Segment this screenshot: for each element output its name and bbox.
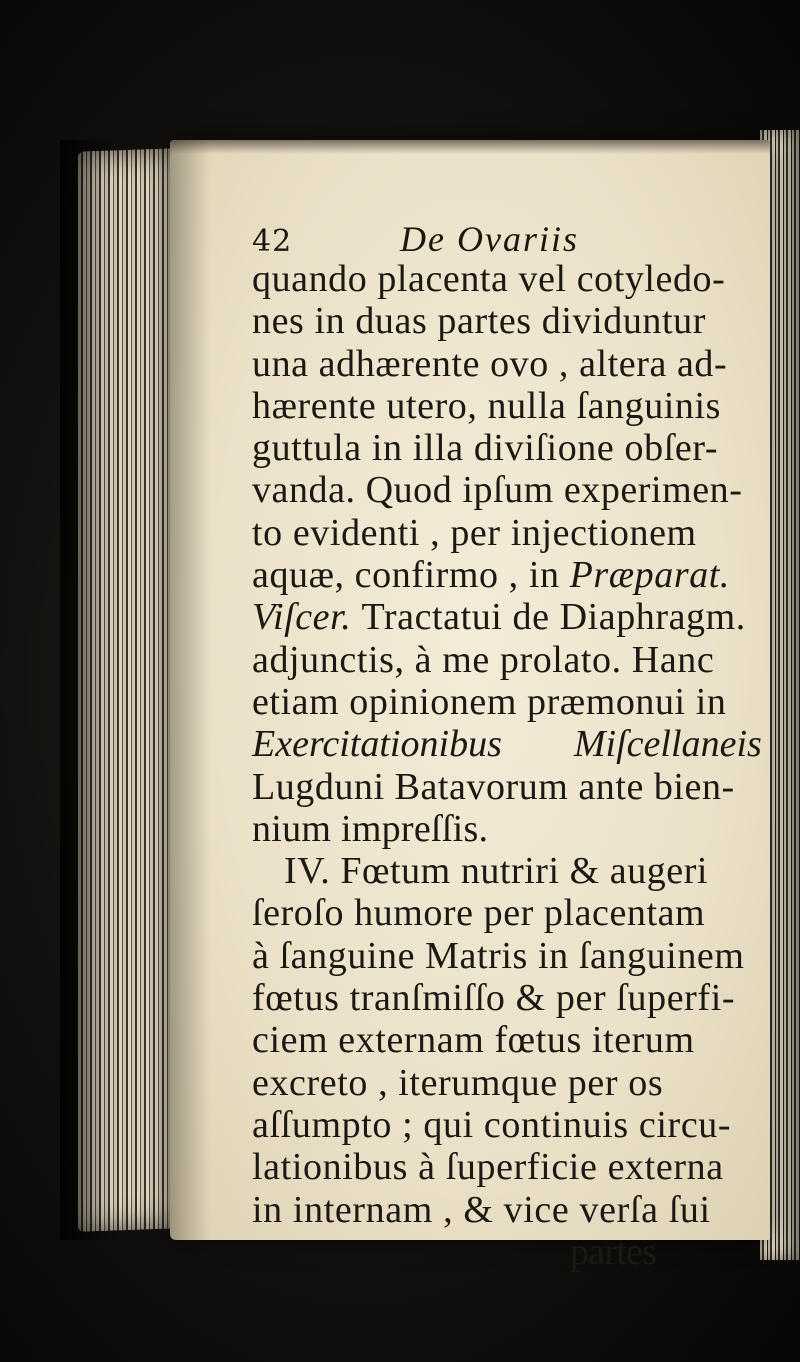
- text-line-4: hærente utero, nulla ſanguinis: [252, 384, 721, 427]
- body-text: [252, 258, 772, 1273]
- text-line-9: [252, 596, 772, 638]
- text-line-13: Lugduni Batavorum ante bien-: [252, 765, 735, 808]
- text-line-8-italic: Præparat.: [569, 554, 730, 597]
- text-line-22: lationibus à ſuperficie externa: [252, 1146, 724, 1189]
- text-line-12: [252, 723, 772, 765]
- text-line-11: etiam opinionem præmonui in: [252, 680, 727, 723]
- text-line-6: vanda. Quod ipſum experimen-: [252, 469, 743, 512]
- text-line-17: à ſanguine Matris in ſanguinem: [252, 934, 745, 977]
- left-page-edges: [78, 148, 178, 1231]
- text-line-8-roman: aquæ, confirmo , in: [252, 554, 570, 597]
- text-line-9-roman: Tractatui de Diaphragm.: [361, 596, 746, 639]
- text-line-9-italic: Viſcer.: [252, 596, 362, 639]
- text-line-1: quando placenta vel cotyledo-: [252, 258, 726, 300]
- text-line-2: nes in duas partes dividuntur: [252, 300, 706, 343]
- running-head: De Ovariis: [400, 219, 579, 259]
- text-line-21: aſſumpto ; qui continuis circu-: [252, 1103, 732, 1146]
- page-number: 42: [252, 224, 293, 259]
- text-line-10: adjunctis, à me prolato. Hanc: [252, 638, 715, 681]
- text-line-18: fœtus tranſmiſſo & per ſuperfi-: [252, 977, 736, 1020]
- text-line-7: to evidenti , per injectionem: [252, 511, 697, 554]
- text-line-14: nium impreſſis.: [252, 807, 489, 850]
- text-line-12-tail: Miſcellaneis: [573, 723, 762, 766]
- catchword: partes: [570, 1230, 657, 1273]
- text-line-16: ſeroſo humore per placentam: [252, 892, 706, 935]
- text-line-15: IV. Fœtum nutriri & augeri: [284, 850, 708, 893]
- text-line-23: in internam , & vice verſa ſui: [252, 1188, 711, 1231]
- text-line-3: una adhærente ovo , altera ad-: [252, 342, 728, 385]
- text-line-8: [252, 554, 772, 596]
- text-line-20: excreto , iterumque per os: [252, 1061, 664, 1104]
- text-line-12-head: Exercitationibus: [252, 723, 502, 766]
- text-line-5: guttula in illa diviſione obſer-: [252, 427, 719, 470]
- text-line-19: ciem externam fœtus iterum: [252, 1019, 695, 1062]
